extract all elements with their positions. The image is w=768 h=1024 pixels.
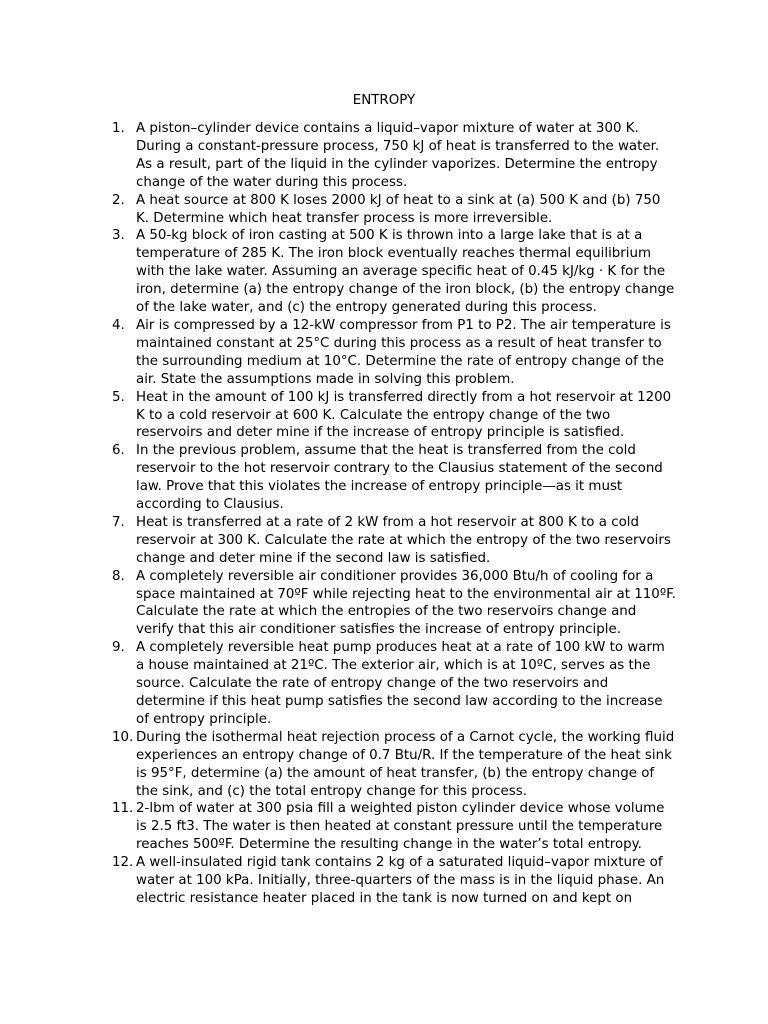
problem-text: 2-lbm of water at 300 psia fill a weighted piston cylinder device whose volume is 2.5 ft3. The water is then heated at constant pressure until the temperature reaches 500ºF. Determine the resulting change in the water’s total entropy. (136, 801, 665, 853)
list-item (0, 227, 676, 317)
list-item (0, 192, 676, 228)
document-title: ENTROPY (352, 93, 416, 108)
problem-number: 2. (112, 192, 125, 208)
problem-text: In the previous problem, assume that the heat is transferred from the cold reservoir to the hot reservoir contrary to the Clausius statement of the second law. Prove that this violates the increase of entropy principle—as it must according to Clausius. (136, 443, 663, 513)
problem-text: A well-insulated rigid tank contains 2 kg of a saturated liquid–vapor mixture of water at 100 kPa. Initially, three-quarters of the mass is in the liquid phase. An electric resistance heater placed in the tank is now turned on and kept on (136, 855, 665, 906)
problem-list (0, 120, 768, 908)
problem-number: 12. (112, 855, 134, 871)
list-item (0, 514, 676, 568)
problem-text: A completely reversible air conditioner provides 36,000 Btu/h of cooling for a space maintained at 70ºF while rejecting heat to the environmental air at 110ºF. Calculate the rate at which the entropies of the two reservoirs change and verify that this air conditioner satisfies the increase of entropy principle. (136, 568, 676, 638)
problem-text: During the isothermal heat rejection process of a Carnot cycle, the working fluid experiences an entropy change of 0.7 Btu/R. If the temperature of the heat sink is 95°F, determine (a) the amount of heat transfer, (b) the entropy change of the sink, and (c) the total entropy change for this process. (136, 729, 675, 799)
problem-text: Heat is transferred at a rate of 2 kW from a hot reservoir at 800 K to a cold reservoir at 300 K. Calculate the rate at which the entropy of the two reservoirs change and deter mine if the second law is satisfied. (136, 514, 671, 566)
list-item (0, 442, 676, 514)
problem-number: 6. (112, 443, 125, 459)
list-item (0, 568, 676, 640)
list-item (0, 800, 676, 854)
problem-number: 10. (112, 729, 134, 745)
problem-number: 7. (112, 514, 125, 530)
problem-number: 4. (112, 317, 125, 333)
problem-number: 11. (112, 801, 134, 817)
problem-number: 9. (112, 640, 125, 656)
problem-number: 1. (112, 121, 125, 136)
list-item (0, 729, 676, 801)
problem-number: 5. (112, 389, 125, 405)
list-item (0, 854, 676, 908)
problem-number: 3. (112, 228, 125, 244)
problem-text: Air is compressed by a 12-kW compressor from P1 to P2. The air temperature is maintained constant at 25°C during this process as a result of heat transfer to the surrounding medium at 10°C. Determine the rate of entropy change of the air. State the assumptions made in solving this problem. (136, 317, 671, 387)
list-item (0, 120, 676, 192)
list-item (0, 389, 676, 443)
problem-text: A heat source at 800 K loses 2000 kJ of heat to a sink at (a) 500 K and (b) 750 K. Determine which heat transfer process is more irreversible. (136, 192, 661, 226)
list-item (0, 317, 676, 389)
problem-text: A completely reversible heat pump produces heat at a rate of 100 kW to warm a house maintained at 21ºC. The exterior air, which is at 10ºC, serves as the source. Calculate the rate of entropy change of the two reservoirs and determine if this heat pump satisfies the second law according to the increase of entropy principle. (136, 640, 665, 727)
list-item (0, 639, 676, 729)
problem-text: Heat in the amount of 100 kJ is transferred directly from a hot reservoir at 1200 K to a cold reservoir at 600 K. Calculate the entropy change of the two reservoirs and deter mine if the increase of entropy principle is satisfied. (136, 389, 672, 441)
problem-text: A piston–cylinder device contains a liquid–vapor mixture of water at 300 K. During a constant-pressure process, 750 kJ of heat is transferred to the water. As a result, part of the liquid in the cylinder vaporizes. Determine the entropy change of the water during this process. (136, 121, 660, 190)
problem-number: 8. (112, 568, 125, 584)
problem-text: A 50-kg block of iron casting at 500 K is thrown into a large lake that is at a temperature of 285 K. The iron block eventually reaches thermal equilibrium with the lake water. Assuming an average specific heat of 0.45 kJ/kg · K for the iron, determine (a) the entropy change of the iron block, (b) the entropy change of the lake water, and (c) the entropy generated during this process. (136, 228, 675, 316)
